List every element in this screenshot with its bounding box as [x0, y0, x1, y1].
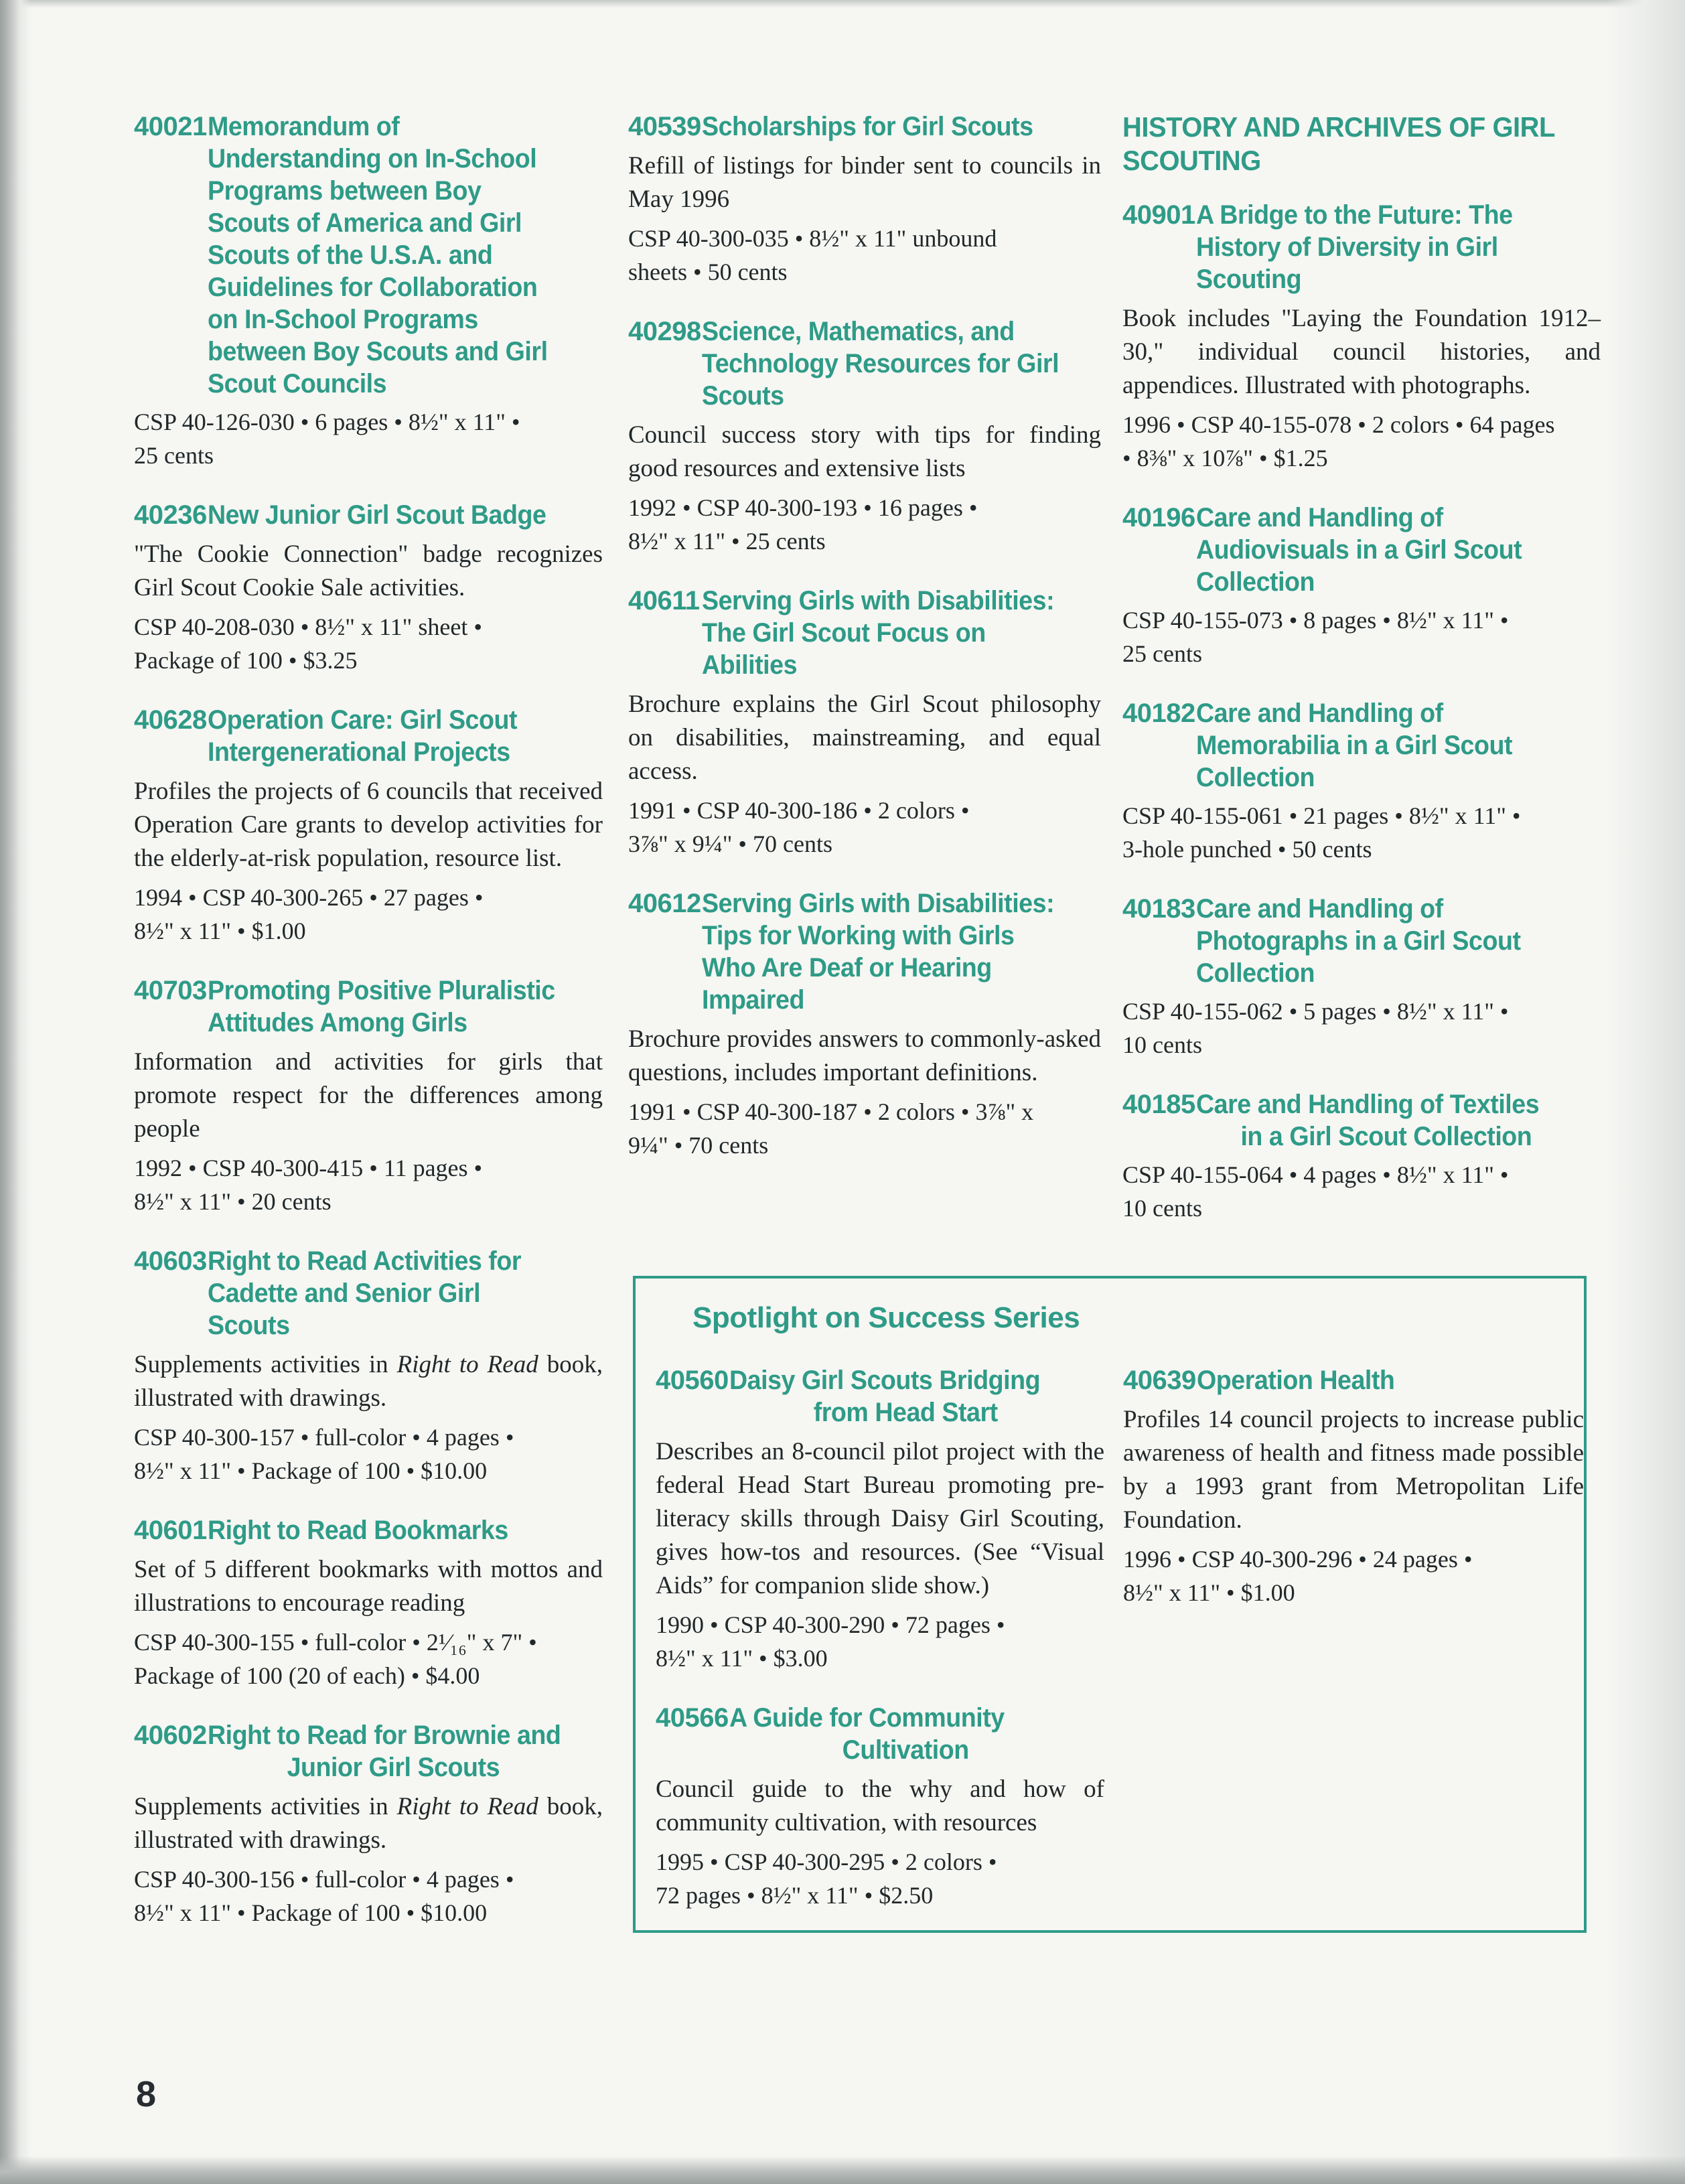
item-description — [134, 538, 603, 605]
entry-heading — [1122, 1088, 1601, 1153]
catalog-entry — [656, 1364, 1104, 1675]
catalog-entry — [134, 1245, 603, 1487]
item-title-line: Collection — [1196, 958, 1315, 988]
catalog-entry — [134, 704, 603, 948]
entry-heading — [134, 1514, 603, 1546]
catalog-entry — [628, 315, 1101, 558]
item-details: 1991 • CSP 40-300-186 • 2 colors • 3⅞" x 9¼" • 70 cents — [628, 797, 970, 857]
item-title-line: Promoting Positive Pluralistic — [208, 976, 555, 1005]
item-title-line: Memorandum of — [208, 112, 400, 141]
item-title — [702, 585, 1077, 681]
item-details: CSP 40-300-035 • 8½" x 11" unbound sheets • 50 cents — [628, 225, 997, 285]
item-title — [1196, 1088, 1577, 1153]
item-number: 40566 — [656, 1703, 729, 1733]
item-details: 1995 • CSP 40-300-295 • 2 colors • 72 pages • 8½" x 11" • $2.50 — [656, 1848, 997, 1909]
item-details: CSP 40-155-062 • 5 pages • 8½" x 11" • 10 cents — [1122, 998, 1509, 1058]
catalog-entry — [134, 1514, 603, 1692]
spotlight-column-left — [656, 1364, 1104, 1939]
column-right-entries — [1122, 199, 1601, 1225]
item-description-text: Profiles 14 council projects to increase public awareness of health and fitness made possible by a 1993 grant from Metropolitan Life Foundation. — [1123, 1406, 1584, 1534]
item-details: CSP 40-155-073 • 8 pages • 8½" x 11" • 25 cents — [1122, 607, 1509, 667]
item-title-line: Operation Health — [1197, 1366, 1395, 1395]
spotlight-heading: Spotlight on Success Series — [692, 1301, 1080, 1334]
column-left — [134, 111, 603, 1956]
item-details: CSP 40-300-155 • full-color • 2¹⁄₁₆" x 7" • Package of 100 (20 of each) • $4.00 — [134, 1629, 537, 1689]
item-title-line: from Head Start — [813, 1398, 998, 1427]
entry-heading — [1122, 697, 1601, 794]
item-title-line: Serving Girls with Disabilities: — [702, 586, 1055, 615]
item-description-text: Brochure provides answers to commonly-asked questions, includes important definitions. — [628, 1025, 1101, 1086]
page-number: 8 — [136, 2074, 157, 2114]
item-description-text: Book includes "Laying the Foundation 1912–30," individual council histories, and appendices. Illustrated with photographs. — [1122, 305, 1601, 399]
item-description-text: "The Cookie Connection" badge recognizes Girl Scout Cookie Sale activities. — [134, 540, 603, 601]
item-title — [208, 1514, 579, 1546]
item-title-line: Collection — [1196, 567, 1315, 597]
item-title — [702, 887, 1077, 1016]
item-description — [134, 775, 603, 875]
item-title — [702, 315, 1077, 412]
item-description — [134, 1553, 603, 1620]
item-description — [134, 1348, 603, 1415]
item-number: 40611 — [628, 586, 700, 615]
item-details: 1991 • CSP 40-300-187 • 2 colors • 3⅞" x 9¼" • 70 cents — [628, 1098, 1034, 1159]
item-number: 40639 — [1123, 1366, 1196, 1395]
item-title-line: on In-School Programs — [208, 305, 478, 334]
item-description-italic: Right to Read — [396, 1793, 538, 1820]
item-details: 1992 • CSP 40-300-415 • 11 pages • 8½" x 11" • 20 cents — [134, 1155, 483, 1215]
scan-edge-bottom — [0, 2156, 1685, 2184]
entry-heading — [1122, 502, 1601, 598]
entry-heading — [628, 111, 1101, 143]
item-title-line: Scholarships for Girl Scouts — [702, 112, 1033, 141]
item-title-line: Cadette and Senior Girl — [208, 1279, 481, 1308]
entry-heading — [1123, 1364, 1584, 1396]
item-title — [1197, 1364, 1560, 1396]
catalog-entry — [656, 1702, 1104, 1912]
item-description-text: Information and activities for girls that promote respect for the differences among people — [134, 1048, 603, 1143]
item-title — [1196, 697, 1577, 794]
catalog-entry — [1122, 502, 1601, 670]
item-title-line: Tips for Working with Girls — [702, 921, 1015, 950]
item-title-line: Serving Girls with Disabilities: — [702, 889, 1055, 918]
item-description — [134, 1790, 603, 1857]
item-number: 40628 — [134, 705, 207, 735]
item-title-line: The Girl Scout Focus on — [702, 618, 986, 648]
item-title-line: Scouts — [208, 1311, 290, 1340]
catalog-entry — [628, 111, 1101, 289]
entry-heading — [656, 1364, 1104, 1429]
spotlight-column-right — [1123, 1364, 1584, 1636]
item-title-line: Audiovisuals in a Girl Scout — [1196, 535, 1522, 565]
scan-edge-right — [1607, 0, 1685, 2184]
item-title-line: Impaired — [702, 985, 804, 1015]
item-title-line: Intergenerational Projects — [208, 737, 510, 767]
entry-heading — [134, 704, 603, 768]
item-title — [208, 704, 579, 768]
item-description-text: Council guide to the why and how of community cultivation, with resources — [656, 1775, 1104, 1836]
entry-heading — [134, 974, 603, 1039]
item-title-line: Scouts — [702, 381, 784, 411]
item-details: CSP 40-155-061 • 21 pages • 8½" x 11" • 3-hole punched • 50 cents — [1122, 802, 1521, 863]
item-number: 40298 — [628, 317, 701, 346]
entry-heading — [628, 585, 1101, 681]
item-details: CSP 40-155-064 • 4 pages • 8½" x 11" • 10 cents — [1122, 1161, 1509, 1222]
item-description — [656, 1773, 1104, 1840]
item-number: 40612 — [628, 889, 701, 918]
item-title-line: in a Girl Scout Collection — [1240, 1122, 1532, 1151]
section-heading-history-archives — [1122, 111, 1577, 177]
item-details: 1992 • CSP 40-300-193 • 16 pages • 8½" x 11" • 25 cents — [628, 494, 978, 555]
item-title-line: Operation Care: Girl Scout — [208, 705, 518, 735]
item-title — [208, 1245, 579, 1341]
item-title — [702, 111, 1077, 143]
item-number: 40185 — [1122, 1090, 1195, 1119]
column-middle — [628, 111, 1101, 1189]
entry-heading — [628, 887, 1101, 1016]
catalog-entry — [1122, 893, 1601, 1062]
catalog-entry — [1122, 199, 1601, 475]
scan-edge-left — [0, 0, 31, 2184]
item-title — [208, 111, 579, 400]
item-title-line: New Junior Girl Scout Badge — [208, 500, 546, 530]
item-details: CSP 40-126-030 • 6 pages • 8½" x 11" • 25 cents — [134, 409, 520, 469]
item-description — [1122, 302, 1601, 403]
item-number: 40703 — [134, 976, 207, 1005]
item-details: CSP 40-300-157 • full-color • 4 pages • 8½" x 11" • Package of 100 • $10.00 — [134, 1424, 514, 1484]
item-title — [208, 1719, 579, 1783]
entry-heading — [656, 1702, 1104, 1766]
item-title-line: Memorabilia in a Girl Scout — [1196, 731, 1513, 760]
item-title-line: Care and Handling of — [1196, 699, 1443, 728]
catalog-entry — [134, 111, 603, 472]
scan-edge-top — [0, 0, 1685, 8]
item-title-line: Scout Councils — [208, 369, 387, 398]
item-title-line: Junior Girl Scouts — [287, 1753, 500, 1782]
item-title — [208, 974, 579, 1039]
item-description — [628, 149, 1101, 216]
item-title-line: between Boy Scouts and Girl — [208, 337, 548, 366]
item-title-line: Scouting — [1196, 265, 1302, 294]
catalog-entry — [628, 887, 1101, 1162]
item-title-line: Scouts of the U.S.A. and — [208, 240, 493, 270]
catalog-entry — [134, 499, 603, 677]
item-title-line: Care and Handling of — [1196, 894, 1443, 924]
catalog-entry — [134, 1719, 603, 1930]
item-title-line: Guidelines for Collaboration — [208, 273, 538, 302]
item-description-text: Refill of listings for binder sent to councils in May 1996 — [628, 152, 1101, 213]
item-description-text: book, illustrated with drawings. — [134, 1793, 603, 1854]
section-heading-line: SCOUTING — [1122, 145, 1261, 176]
catalog-entry — [1123, 1364, 1584, 1609]
entry-heading — [628, 315, 1101, 412]
item-title-line: Attitudes Among Girls — [208, 1008, 467, 1037]
item-number: 40560 — [656, 1366, 729, 1395]
item-number: 40183 — [1122, 894, 1195, 924]
item-number: 40602 — [134, 1721, 207, 1750]
catalog-entry — [134, 974, 603, 1218]
entry-heading — [134, 499, 603, 531]
item-details: CSP 40-208-030 • 8½" x 11" sheet • Package of 100 • $3.25 — [134, 613, 482, 674]
entry-heading — [134, 1719, 603, 1783]
item-number: 40236 — [134, 500, 207, 530]
item-details: 1990 • CSP 40-300-290 • 72 pages • 8½" x 11" • $3.00 — [656, 1611, 1005, 1672]
item-title — [1196, 893, 1577, 989]
item-title-line: Programs between Boy — [208, 176, 482, 206]
item-title-line: History of Diversity in Girl — [1196, 232, 1498, 262]
item-description-text: Brochure explains the Girl Scout philosophy on disabilities, mainstreaming, and equal access. — [628, 690, 1101, 785]
section-heading-line: HISTORY AND ARCHIVES OF GIRL — [1122, 111, 1555, 143]
item-description — [1123, 1403, 1584, 1537]
item-details: CSP 40-300-156 • full-color • 4 pages • 8½" x 11" • Package of 100 • $10.00 — [134, 1866, 514, 1926]
item-title — [729, 1364, 1082, 1429]
item-description-text: Profiles the projects of 6 councils that received Operation Care grants to develop activities for the elderly-at-risk population, resource list. — [134, 778, 603, 872]
item-number: 40901 — [1122, 200, 1195, 230]
item-title-line: Daisy Girl Scouts Bridging — [729, 1366, 1041, 1395]
item-title — [729, 1702, 1082, 1766]
item-title-line: Technology Resources for Girl — [702, 349, 1059, 378]
item-title-line: Cultivation — [842, 1735, 969, 1765]
item-description-text: Council success story with tips for finding good resources and extensive lists — [628, 421, 1101, 482]
item-title-line: Collection — [1196, 763, 1315, 792]
item-title-line: Who Are Deaf or Hearing — [702, 953, 992, 982]
item-description — [628, 419, 1101, 486]
item-description — [628, 688, 1101, 788]
catalog-entry — [628, 585, 1101, 861]
item-title-line: Abilities — [702, 650, 798, 680]
item-details: 1994 • CSP 40-300-265 • 27 pages • 8½" x 11" • $1.00 — [134, 884, 484, 944]
item-title-line: Understanding on In-School — [208, 144, 537, 173]
item-description-text: Describes an 8-council pilot project with the federal Head Start Bureau promoting pre-literacy skills through Daisy Girl Scouting, gives how-tos and resources. (See “Visual Aids” for companion slide show.) — [656, 1438, 1104, 1599]
item-description-text: book, illustrated with drawings. — [134, 1351, 603, 1412]
item-title-line: Right to Read Bookmarks — [208, 1516, 508, 1545]
catalog-entry — [1122, 1088, 1601, 1225]
item-number: 40196 — [1122, 503, 1195, 532]
column-right — [1122, 111, 1601, 1252]
item-number: 40603 — [134, 1246, 207, 1276]
item-description-text: Set of 5 different bookmarks with mottos and illustrations to encourage reading — [134, 1556, 603, 1617]
item-description — [628, 1023, 1101, 1090]
entry-heading — [134, 1245, 603, 1341]
entry-heading — [134, 111, 603, 400]
item-title — [1196, 199, 1577, 295]
item-number: 40182 — [1122, 699, 1195, 728]
item-description-italic: Right to Read — [396, 1351, 538, 1378]
catalog-entry — [1122, 697, 1601, 866]
item-description-text: Supplements activities in — [134, 1351, 397, 1378]
entry-heading — [1122, 199, 1601, 295]
item-details: 1996 • CSP 40-300-296 • 24 pages • 8½" x 11" • $1.00 — [1123, 1546, 1473, 1606]
item-title — [1196, 502, 1577, 598]
item-title-line: Scouts of America and Girl — [208, 208, 522, 238]
item-description — [656, 1435, 1104, 1603]
item-title — [208, 499, 579, 531]
item-details: 1996 • CSP 40-155-078 • 2 colors • 64 pages • 8⅜" x 10⅞" • $1.25 — [1122, 411, 1555, 471]
item-title-line: A Guide for Community — [729, 1703, 1005, 1733]
entry-heading — [1122, 893, 1601, 989]
item-number: 40021 — [134, 112, 207, 141]
item-title-line: Right to Read for Brownie and — [208, 1721, 561, 1750]
item-description-text: Supplements activities in — [134, 1793, 397, 1820]
item-title-line: Science, Mathematics, and — [702, 317, 1015, 346]
item-number: 40539 — [628, 112, 701, 141]
item-title-line: Right to Read Activities for — [208, 1246, 522, 1276]
item-title-line: Care and Handling of Textiles — [1196, 1090, 1540, 1119]
item-title-line: Care and Handling of — [1196, 503, 1443, 532]
item-title-line: A Bridge to the Future: The — [1196, 200, 1513, 230]
spotlight-box — [633, 1276, 1587, 1933]
item-description — [134, 1045, 603, 1146]
item-title-line: Photographs in a Girl Scout — [1196, 926, 1521, 956]
item-number: 40601 — [134, 1516, 207, 1545]
